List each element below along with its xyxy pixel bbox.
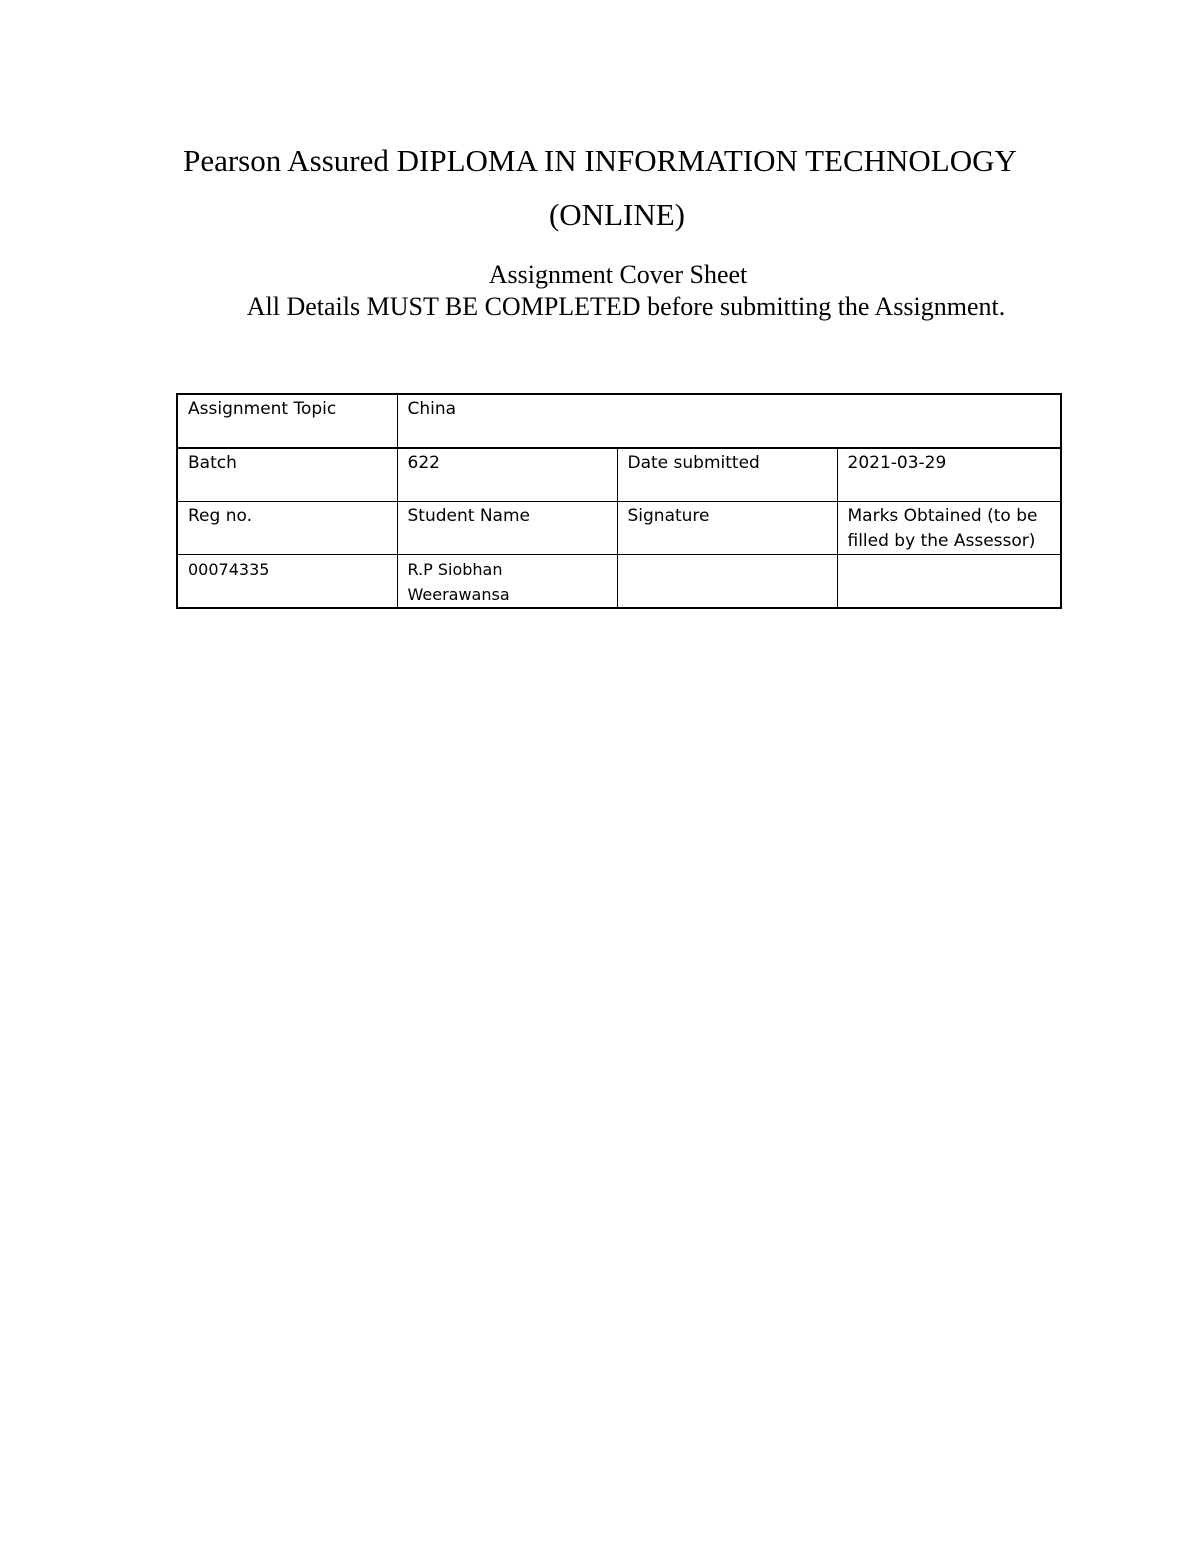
cover-sheet-table [176,393,1062,609]
completion-instruction: All Details MUST BE COMPLETED before submitting the Assignment. [246,292,1006,321]
date-submitted-value: 2021-03-29 [837,448,1061,502]
reg-no-value: 00074335 [177,555,397,609]
date-submitted-label: Date submitted [617,448,837,502]
table-row [177,555,1061,609]
marks-header: Marks Obtained (to be filled by the Assessor) [837,502,1061,555]
cover-sheet-heading: Assignment Cover Sheet [488,260,748,289]
batch-label: Batch [177,448,397,502]
signature-header: Signature [617,502,837,555]
student-name-value: R.P Siobhan Weerawansa [397,555,617,609]
table-row [177,502,1061,555]
document-title: Pearson Assured DIPLOMA IN INFORMATION TECHNOLOGY [183,143,1017,178]
topic-value: China [397,394,1061,448]
batch-value: 622 [397,448,617,502]
marks-cell[interactable] [837,555,1061,609]
signature-cell[interactable] [617,555,837,609]
table-row [177,448,1061,502]
student-name-header: Student Name [397,502,617,555]
document-title-continued: (ONLINE) [548,197,685,232]
reg-no-header: Reg no. [177,502,397,555]
table-row [177,394,1061,448]
topic-label: Assignment Topic [177,394,397,448]
